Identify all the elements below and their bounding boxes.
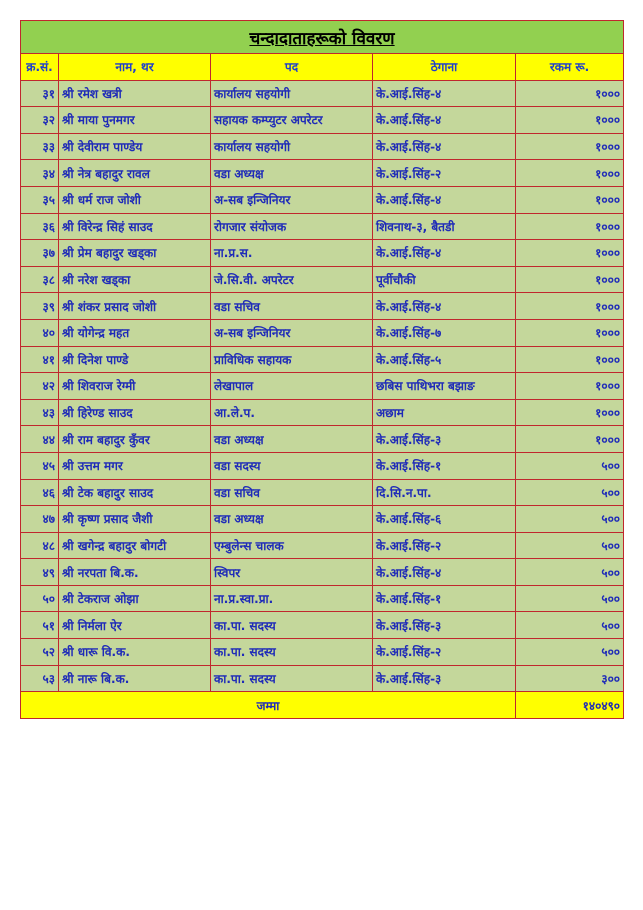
- cell-sn: ४४: [21, 426, 59, 453]
- table-row: [21, 293, 624, 320]
- cell-post: रोगजार संयोजक: [211, 213, 373, 240]
- cell-address: के.आई.सिंह-४: [373, 186, 516, 213]
- cell-sn: ४२: [21, 373, 59, 400]
- cell-address: के.आई.सिंह-२: [373, 639, 516, 666]
- header-sn: क्र.सं.: [21, 54, 59, 81]
- cell-post: अ-सब इन्जिनियर: [211, 186, 373, 213]
- table-row: [21, 665, 624, 692]
- page-title: चन्दादाताहरूको विवरण: [249, 28, 395, 49]
- cell-name: श्री हिरेण्ड साउद: [59, 399, 211, 426]
- cell-post: स्विपर: [211, 559, 373, 586]
- cell-name: श्री योगेन्द्र महत: [59, 319, 211, 346]
- cell-address: के.आई.सिंह-३: [373, 665, 516, 692]
- table-row: [21, 426, 624, 453]
- cell-amount: १०००: [516, 107, 624, 134]
- cell-amount: १०००: [516, 399, 624, 426]
- table-row: [21, 80, 624, 107]
- cell-amount: १०००: [516, 213, 624, 240]
- cell-sn: ५१: [21, 612, 59, 639]
- table-row: [21, 160, 624, 187]
- cell-amount: ५००: [516, 506, 624, 533]
- table-row: [21, 585, 624, 612]
- cell-post: प्राविधिक सहायक: [211, 346, 373, 373]
- cell-name: श्री देवीराम पाण्डेय: [59, 133, 211, 160]
- table-row: [21, 346, 624, 373]
- cell-name: श्री रमेश खत्री: [59, 80, 211, 107]
- cell-amount: ३००: [516, 665, 624, 692]
- cell-address: पूर्वीचौकी: [373, 266, 516, 293]
- total-amount: १४०४९०: [516, 692, 624, 719]
- cell-amount: ५००: [516, 585, 624, 612]
- table-row: [21, 240, 624, 267]
- cell-sn: ४७: [21, 506, 59, 533]
- cell-address: के.आई.सिंह-३: [373, 612, 516, 639]
- table-row: [21, 612, 624, 639]
- cell-post: अ-सब इन्जिनियर: [211, 319, 373, 346]
- cell-name: श्री शंकर प्रसाद जोशी: [59, 293, 211, 320]
- table-row: [21, 399, 624, 426]
- cell-sn: ३४: [21, 160, 59, 187]
- cell-amount: १०००: [516, 240, 624, 267]
- table-row: [21, 319, 624, 346]
- cell-amount: १०००: [516, 426, 624, 453]
- donor-table: [20, 20, 624, 719]
- cell-name: श्री नेत्र बहादुर रावल: [59, 160, 211, 187]
- cell-post: ना.प्र.स.: [211, 240, 373, 267]
- cell-post: कार्यालय सहयोगी: [211, 80, 373, 107]
- cell-amount: १०००: [516, 186, 624, 213]
- cell-address: के.आई.सिंह-४: [373, 133, 516, 160]
- cell-address: के.आई.सिंह-१: [373, 585, 516, 612]
- cell-amount: १०००: [516, 319, 624, 346]
- cell-amount: ५००: [516, 479, 624, 506]
- cell-address: के.आई.सिंह-३: [373, 426, 516, 453]
- cell-address: के.आई.सिंह-७: [373, 319, 516, 346]
- cell-name: श्री माया पुनमगर: [59, 107, 211, 134]
- cell-name: श्री राम बहादुर कुँवर: [59, 426, 211, 453]
- cell-name: श्री निर्मला ऐर: [59, 612, 211, 639]
- cell-amount: १०००: [516, 293, 624, 320]
- cell-post: कार्यालय सहयोगी: [211, 133, 373, 160]
- cell-name: श्री नारू बि.क.: [59, 665, 211, 692]
- cell-amount: ५००: [516, 612, 624, 639]
- header-amount: रकम रू.: [516, 54, 624, 81]
- total-row: [21, 692, 624, 719]
- cell-name: श्री उत्तम मगर: [59, 452, 211, 479]
- table-row: [21, 266, 624, 293]
- cell-sn: ४८: [21, 532, 59, 559]
- table-row: [21, 479, 624, 506]
- cell-address: अछाम: [373, 399, 516, 426]
- cell-name: श्री कृष्ण प्रसाद जैशी: [59, 506, 211, 533]
- table-body: [21, 80, 624, 692]
- cell-sn: ३३: [21, 133, 59, 160]
- cell-amount: ५००: [516, 452, 624, 479]
- header-address: ठेगाना: [373, 54, 516, 81]
- cell-sn: ४०: [21, 319, 59, 346]
- cell-post: वडा अध्यक्ष: [211, 506, 373, 533]
- cell-sn: ४१: [21, 346, 59, 373]
- cell-post: वडा अध्यक्ष: [211, 426, 373, 453]
- cell-address: के.आई.सिंह-२: [373, 160, 516, 187]
- cell-sn: ३१: [21, 80, 59, 107]
- cell-address: के.आई.सिंह-१: [373, 452, 516, 479]
- cell-address: के.आई.सिंह-५: [373, 346, 516, 373]
- cell-name: श्री विरेन्द्र सिहं साउद: [59, 213, 211, 240]
- cell-sn: ४६: [21, 479, 59, 506]
- cell-post: वडा सचिव: [211, 293, 373, 320]
- table-row: [21, 559, 624, 586]
- header-row: [21, 54, 624, 81]
- title-row: [21, 21, 624, 54]
- cell-amount: १०००: [516, 346, 624, 373]
- cell-sn: ३८: [21, 266, 59, 293]
- table-row: [21, 213, 624, 240]
- cell-sn: ३७: [21, 240, 59, 267]
- cell-amount: १०००: [516, 80, 624, 107]
- cell-post: का.पा. सदस्य: [211, 665, 373, 692]
- total-label: जम्मा: [21, 692, 516, 719]
- cell-sn: ५३: [21, 665, 59, 692]
- donor-sheet: [20, 20, 623, 719]
- cell-sn: ४५: [21, 452, 59, 479]
- cell-address: के.आई.सिंह-४: [373, 293, 516, 320]
- cell-amount: १०००: [516, 266, 624, 293]
- cell-post: वडा सचिव: [211, 479, 373, 506]
- cell-amount: १०००: [516, 133, 624, 160]
- cell-sn: ३५: [21, 186, 59, 213]
- cell-post: एम्बुलेन्स चालक: [211, 532, 373, 559]
- cell-sn: ४३: [21, 399, 59, 426]
- table-row: [21, 639, 624, 666]
- table-row: [21, 186, 624, 213]
- cell-post: ना.प्र.स्वा.प्रा.: [211, 585, 373, 612]
- cell-amount: ५००: [516, 559, 624, 586]
- cell-post: लेखापाल: [211, 373, 373, 400]
- cell-sn: ४९: [21, 559, 59, 586]
- cell-address: के.आई.सिंह-४: [373, 107, 516, 134]
- cell-name: श्री धर्म राज जोशी: [59, 186, 211, 213]
- cell-address: छबिस पाथिभरा बझाङ: [373, 373, 516, 400]
- header-post: पद: [211, 54, 373, 81]
- cell-amount: ५००: [516, 532, 624, 559]
- cell-sn: ५२: [21, 639, 59, 666]
- cell-amount: १०००: [516, 160, 624, 187]
- cell-name: श्री खगेन्द्र बहादुर बोगटी: [59, 532, 211, 559]
- cell-address: शिवनाथ-३, बैतडी: [373, 213, 516, 240]
- cell-address: के.आई.सिंह-४: [373, 559, 516, 586]
- cell-name: श्री टेक बहादुर साउद: [59, 479, 211, 506]
- cell-name: श्री नरपता बि.क.: [59, 559, 211, 586]
- cell-name: श्री शिवराज रेग्मी: [59, 373, 211, 400]
- table-row: [21, 133, 624, 160]
- cell-sn: ५०: [21, 585, 59, 612]
- cell-address: दि.सि.न.पा.: [373, 479, 516, 506]
- cell-sn: ३२: [21, 107, 59, 134]
- cell-sn: ३९: [21, 293, 59, 320]
- cell-name: श्री दिनेश पाण्डे: [59, 346, 211, 373]
- cell-post: का.पा. सदस्य: [211, 639, 373, 666]
- cell-post: सहायक कम्प्युटर अपरेटर: [211, 107, 373, 134]
- table-row: [21, 532, 624, 559]
- cell-address: के.आई.सिंह-४: [373, 80, 516, 107]
- cell-address: के.आई.सिंह-२: [373, 532, 516, 559]
- cell-address: के.आई.सिंह-४: [373, 240, 516, 267]
- cell-amount: ५००: [516, 639, 624, 666]
- cell-post: वडा सदस्य: [211, 452, 373, 479]
- cell-sn: ३६: [21, 213, 59, 240]
- cell-address: के.आई.सिंह-६: [373, 506, 516, 533]
- cell-name: श्री धारू वि.क.: [59, 639, 211, 666]
- table-row: [21, 373, 624, 400]
- cell-name: श्री नरेश खड्का: [59, 266, 211, 293]
- table-row: [21, 452, 624, 479]
- header-name: नाम, थर: [59, 54, 211, 81]
- cell-amount: १०००: [516, 373, 624, 400]
- table-row: [21, 506, 624, 533]
- table-row: [21, 107, 624, 134]
- cell-name: श्री टेकराज ओझा: [59, 585, 211, 612]
- cell-name: श्री प्रेम बहादुर खड्का: [59, 240, 211, 267]
- cell-post: जे.सि.वी. अपरेटर: [211, 266, 373, 293]
- cell-post: आ.ले.प.: [211, 399, 373, 426]
- cell-post: का.पा. सदस्य: [211, 612, 373, 639]
- cell-post: वडा अध्यक्ष: [211, 160, 373, 187]
